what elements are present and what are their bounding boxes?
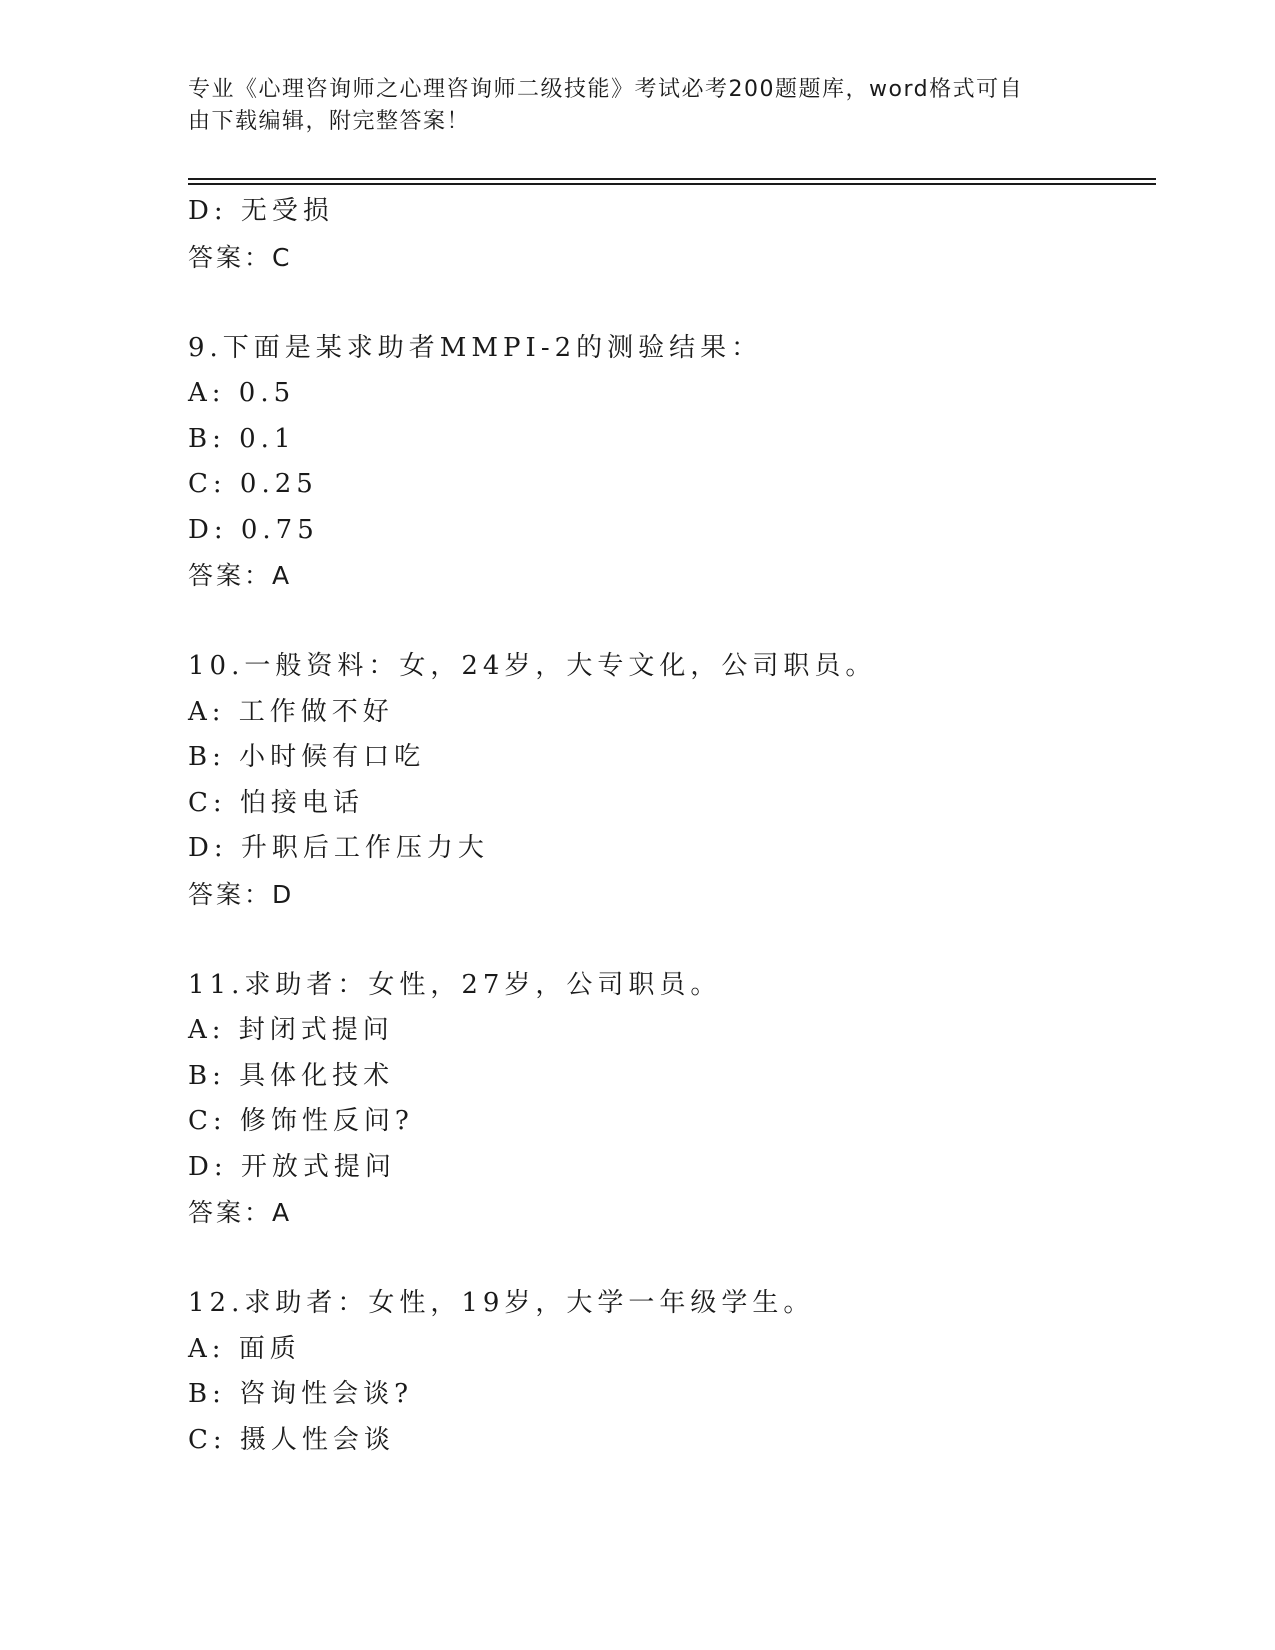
option-a-q12: A: 面质 — [188, 1333, 301, 1364]
question-9: 9.下面是某求助者MMPI-2的测验结果： — [188, 332, 763, 363]
question-11: 11.求助者：女性，27岁，公司职员。 — [188, 969, 722, 1000]
spacer — [188, 599, 1148, 645]
option-d-q11: D: 开放式提问 — [188, 1151, 396, 1182]
header-line-1: 专业《心理咨询师之心理咨询师二级技能》考试必考200题题库，word格式可自 — [188, 77, 1024, 102]
spacer — [188, 1236, 1148, 1282]
answer-q9: 答案：A — [188, 561, 293, 590]
page-header — [188, 74, 1078, 138]
option-c-q12: C: 摄人性会谈 — [188, 1424, 395, 1455]
answer-q10: 答案：D — [188, 879, 295, 909]
question-12: 12.求助者：女性，19岁，大学一年级学生。 — [188, 1288, 815, 1318]
option-b-q11: B: 具体化技术 — [188, 1060, 395, 1091]
option-a-q11: A: 封闭式提问 — [188, 1015, 394, 1045]
header-divider-second — [188, 183, 1156, 185]
option-a-q9: A: 0.5 — [188, 378, 296, 408]
option-b-q12: B: 咨询性会谈? — [188, 1379, 414, 1409]
answer-q11: 答案：A — [188, 1198, 293, 1227]
spacer — [188, 917, 1148, 963]
option-c-q10: C: 怕接电话 — [188, 787, 364, 818]
header-line-2: 由下载编辑，附完整答案！ — [188, 109, 471, 134]
question-list — [188, 189, 1148, 1463]
header-divider — [188, 178, 1156, 180]
question-10: 10.一般资料：女，24岁，大专文化，公司职员。 — [188, 651, 877, 681]
spacer — [188, 280, 1148, 326]
option-c-q11: C: 修饰性反问? — [188, 1106, 414, 1136]
option-d-q9: D: 0.75 — [188, 514, 319, 545]
option-b-q10: B: 小时候有口吃 — [188, 742, 426, 772]
answer-q8: 答案：C — [188, 242, 293, 272]
option-c-q9: C: 0.25 — [188, 469, 318, 499]
option-b-q9: B: 0.1 — [188, 423, 296, 454]
option-a-q10: A: 工作做不好 — [188, 696, 394, 727]
option-d-q10: D: 升职后工作压力大 — [188, 833, 489, 863]
option-d-q8: D: 无受损 — [188, 196, 334, 226]
